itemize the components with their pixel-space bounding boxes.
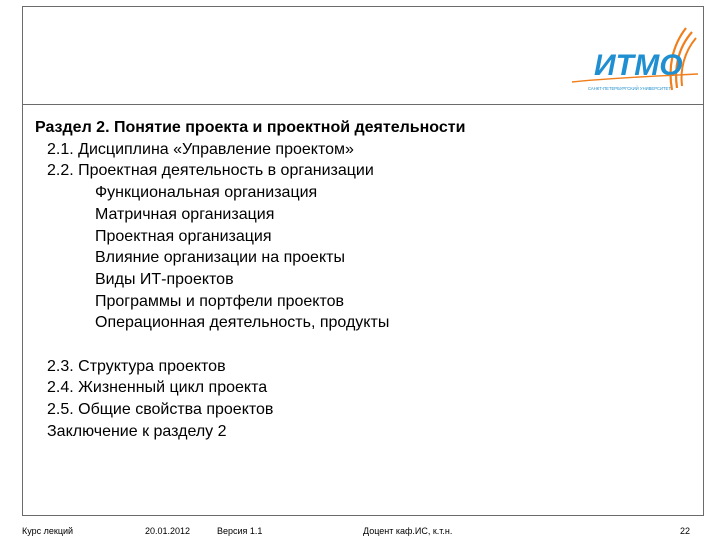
list-item: Матричная организация (95, 205, 275, 223)
list-item: Проектная организация (95, 227, 272, 245)
itmo-logo (568, 24, 700, 96)
list-item: Функциональная организация (95, 184, 318, 202)
logo-subtitle: САНКТ-ПЕТЕРБУРГСКИЙ УНИВЕРСИТЕТ (588, 86, 671, 91)
list-item: Влияние организации на проекты (95, 249, 345, 267)
list-item: Программы и портфели проектов (95, 292, 345, 310)
footer-course: Курс лекций (22, 526, 74, 536)
list-item: Виды ИТ-проектов (95, 270, 234, 288)
section-2-3: 2.3. Структура проектов (47, 357, 226, 375)
section-2-2: 2.2. Проектная деятельность в организации (47, 162, 374, 180)
footer-author: Доцент каф.ИС, к.т.н. (363, 526, 453, 536)
page-number: 22 (680, 526, 691, 536)
logo-wordmark: ИТМО (594, 49, 683, 82)
section-conclusion: Заключение к разделу 2 (47, 422, 227, 440)
spacer (35, 334, 695, 356)
slide-content (35, 117, 695, 443)
list-item: Операционная деятельность, продукты (95, 314, 390, 332)
footer-version: Версия 1.1 (217, 526, 263, 536)
slide-title: Раздел 2. Понятие проекта и проектной деятельности (35, 119, 466, 136)
footer-date: 20.01.2012 (145, 526, 191, 536)
section-2-1: 2.1. Дисциплина «Управление проектом» (47, 140, 354, 158)
header-divider (22, 104, 704, 105)
section-2-4: 2.4. Жизненный цикл проекта (47, 379, 268, 397)
section-2-5: 2.5. Общие свойства проектов (47, 401, 274, 419)
